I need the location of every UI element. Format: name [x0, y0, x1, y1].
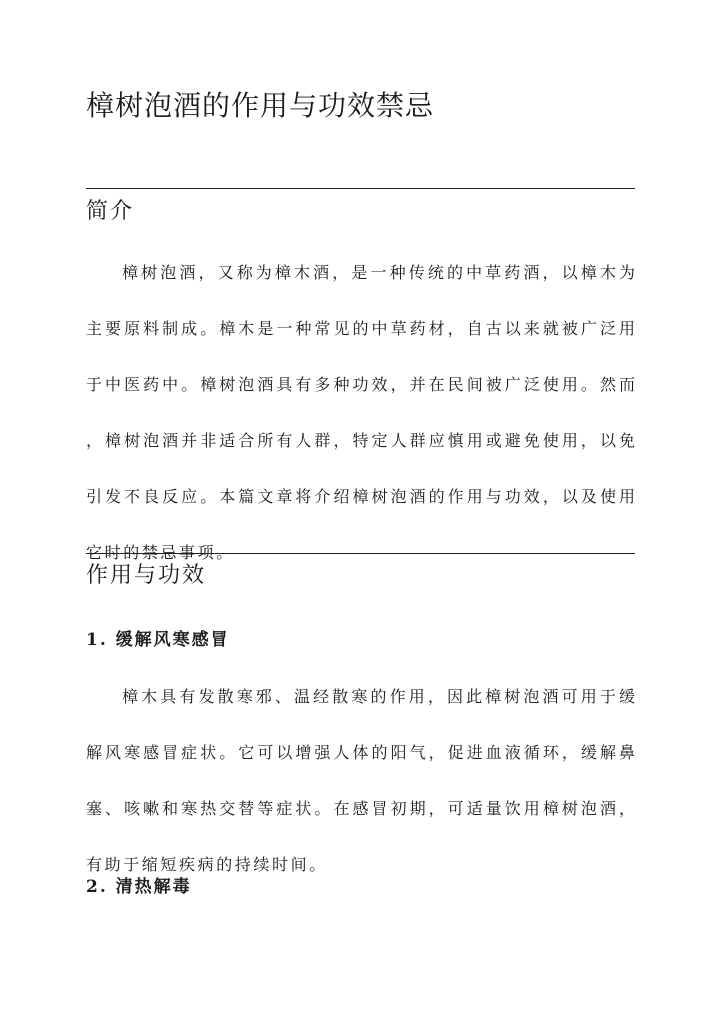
intro-paragraph — [86, 258, 635, 594]
relieve-cold-paragraph — [86, 682, 635, 906]
paragraph-line: 主要原料制成。樟木是一种常见的中草药材，自古以来就被广泛用 — [86, 319, 635, 338]
section-divider — [86, 188, 635, 189]
paragraph-line: ，樟树泡酒并非适合所有人群，特定人群应慎用或避免使用，以免 — [86, 431, 635, 450]
paragraph-line: 引发不良反应。本篇文章将介绍樟树泡酒的作用与功效，以及使用 — [86, 487, 635, 506]
section-divider — [86, 553, 635, 554]
document-title: 樟树泡酒的作用与功效禁忌 — [86, 89, 435, 122]
paragraph-line: 有助于缩短疾病的持续时间。 — [86, 855, 328, 874]
paragraph-line: 樟树泡酒，又称为樟木酒，是一种传统的中草药酒，以樟木为 — [122, 263, 635, 282]
section-heading-effects: 作用与功效 — [86, 563, 207, 588]
paragraph-line: 解风寒感冒症状。它可以增强人体的阳气，促进血液循环，缓解鼻 — [86, 743, 635, 762]
subsection-heading-relieve-cold: 1. 缓解风寒感冒 — [86, 630, 230, 650]
paragraph-line: 塞、咳嗽和寒热交替等症状。在感冒初期，可适量饮用樟树泡酒， — [86, 799, 635, 818]
paragraph-line: 于中医药中。樟树泡酒具有多种功效，并在民间被广泛使用。然而 — [86, 375, 635, 394]
section-heading-intro: 简介 — [86, 199, 135, 224]
paragraph-line: 它时的禁忌事项。 — [86, 543, 235, 562]
paragraph-line: 樟木具有发散寒邪、温经散寒的作用，因此樟树泡酒可用于缓 — [122, 687, 635, 706]
subsection-heading-detox: 2. 清热解毒 — [86, 877, 192, 897]
